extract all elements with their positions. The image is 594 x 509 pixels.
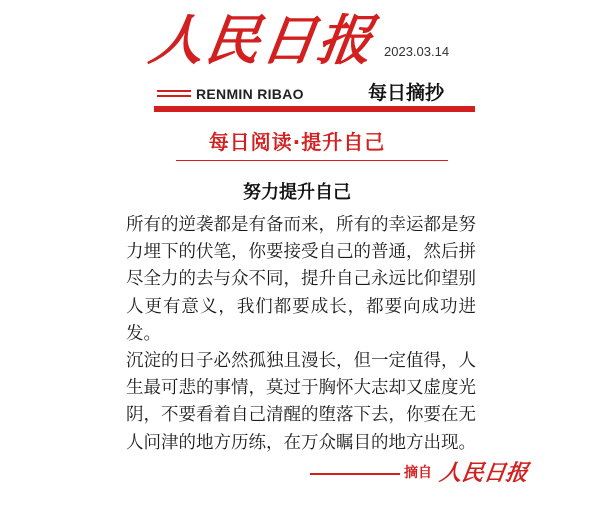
source-label: 摘自 xyxy=(404,465,432,481)
banner-divider xyxy=(176,160,448,161)
masthead-rule xyxy=(157,90,191,92)
issue-date: 2023.03.14 xyxy=(384,44,450,59)
source-divider xyxy=(310,473,400,475)
paragraph-2: 沉淀的日子必然孤独且漫长，但一定值得，人生最可悲的事情，莫过于胸怀大志却又虚度光阴，不要看着自己清醒的堕落下去，你要在无人问津的地方历练，在万众瞩目的地方出现。 xyxy=(126,351,476,453)
masthead-romanization: RENMIN RIBAO xyxy=(196,86,304,102)
source-logo: 人民日报 xyxy=(437,460,530,486)
paragraph-1: 所有的逆袭都是有备而来，所有的幸运都是努力埋下的伏笔，你要接受自己的普通，然后拼尽全力的去与众不同，提升自己永远比仰望别人更有意义，我们都要成长，都要向成功进发。 xyxy=(126,215,476,344)
section-name: 每日摘抄 xyxy=(368,82,445,104)
banner-heading: 每日阅读·提升自己 xyxy=(208,130,386,154)
article-title: 努力提升自己 xyxy=(243,182,351,203)
article-body xyxy=(126,212,476,457)
masthead-rule xyxy=(157,95,191,97)
masthead-logo: 人民日报 xyxy=(145,8,379,72)
masthead-red-bar xyxy=(154,106,475,112)
